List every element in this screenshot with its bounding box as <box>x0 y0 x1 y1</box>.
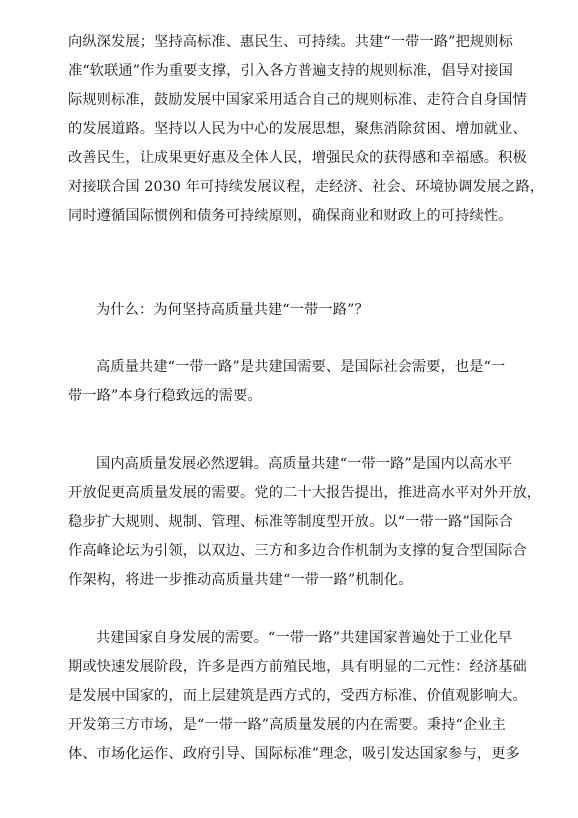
text-line: 带一路”本身行稳致远的需要。 <box>68 388 262 404</box>
text-line: 作架构，将进一步推动高质量共建“一带一路”机制化。 <box>68 572 413 588</box>
text-line: 稳步扩大规则、规制、管理、标准等制度型开放。以“一带一路”国际合 <box>68 514 513 530</box>
text-line: 向纵深发展；坚持高标准、惠民生、可持续。共建“一带一路”把规则标 <box>68 34 513 50</box>
text-line: 改善民生，让成果更好惠及全体人民，增强民众的获得感和幸福感。积极 <box>68 150 527 166</box>
question-heading: 为什么：为何坚持高质量共建“一带一路”？ <box>96 302 369 318</box>
text-line: 际规则标准，鼓励发展中国家采用适合自己的规则标准、走符合自身国情 <box>68 92 527 108</box>
paragraph-summary <box>68 353 510 411</box>
section-question <box>68 296 510 325</box>
text-line: 作高峰论坛为引领，以双边、三方和多边合作机制为支撑的复合型国际合 <box>68 543 527 559</box>
text-line: 开放促更高质量发展的需要。党的二十大报告提出，推进高水平对外开放， <box>68 485 542 501</box>
paragraph-partner-needs <box>68 624 527 769</box>
text-line: 国内高质量发展必然逻辑。高质量共建“一带一路”是国内以高水平 <box>96 456 513 472</box>
text-line: 是发展中国家的，而上层建筑是西方式的，受西方标准、价值观影响大。 <box>68 688 527 704</box>
text-line: 开发第三方市场，是“一带一路”高质量发展的内在需要。秉持“企业主 <box>68 717 506 733</box>
text-line: 对接联合国 2030 年可持续发展议程，走经济、社会、环境协调发展之路， <box>68 179 545 195</box>
text-line: 高质量共建“一带一路”是共建国需要、是国际社会需要，也是“一 <box>96 359 506 375</box>
paragraph-principles <box>68 28 545 231</box>
text-line: 共建国家自身发展的需要。“一带一路”共建国家普遍处于工业化早 <box>96 630 513 646</box>
text-line: 同时遵循国际惯例和债务可持续原则，确保商业和财政上的可持续性。 <box>68 208 513 224</box>
text-line: 期或快速发展阶段，许多是西方前殖民地，具有明显的二元性：经济基础 <box>68 659 527 675</box>
paragraph-domestic-logic <box>68 450 542 595</box>
text-line: 准“软联通”作为重要支撑，引入各方普遍支持的规则标准，倡导对接国 <box>68 63 513 79</box>
text-line: 的发展道路。坚持以人民为中心的发展思想，聚焦消除贫困、增加就业、 <box>68 121 527 137</box>
text-line: 体、市场化运作、政府引导、国际标准”理念，吸引发达国家参与，更多 <box>68 746 520 762</box>
